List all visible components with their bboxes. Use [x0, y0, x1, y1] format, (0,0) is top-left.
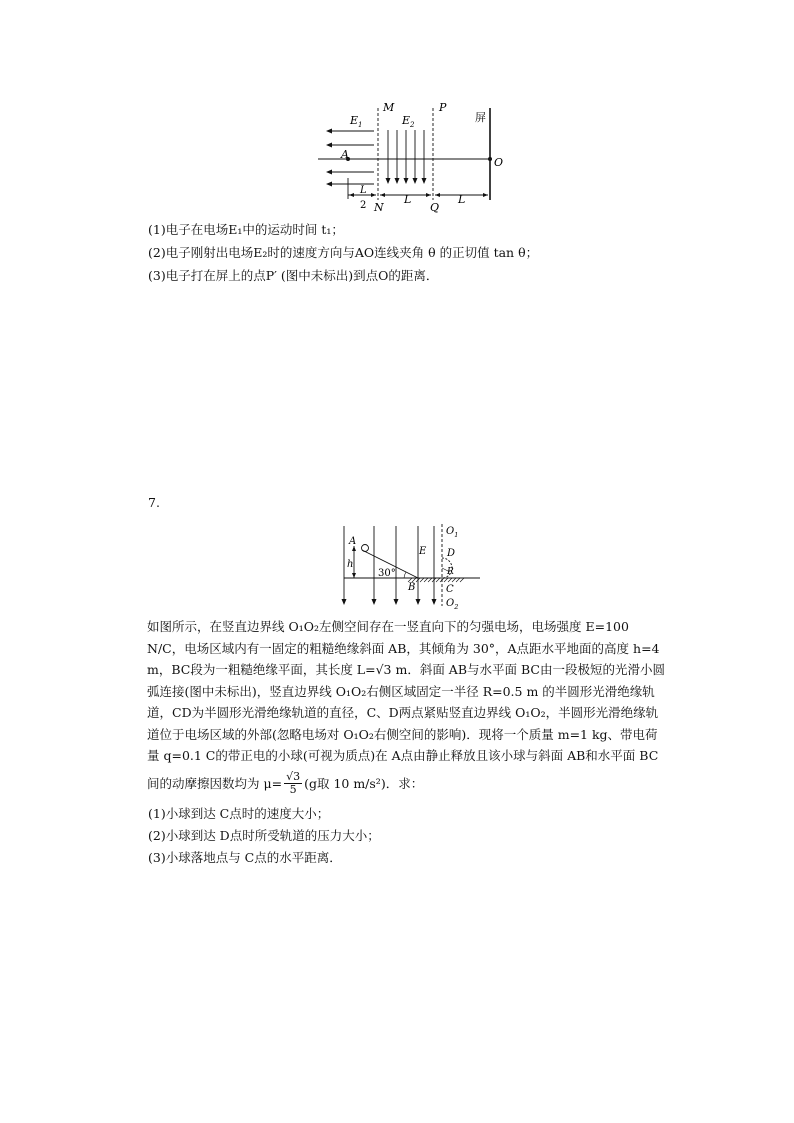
label-o2: $O_2$ [446, 598, 459, 611]
arrow-right-icon [426, 193, 431, 197]
arrow-right-icon [483, 193, 488, 197]
q7-mu-line [147, 768, 423, 798]
label-o: O [494, 156, 504, 169]
q6-sub-question-3: (3)电子打在屏上的点P′ (图中未标出)到点O的距离． [148, 268, 439, 283]
label-h: h [347, 559, 354, 570]
label-screen: 屏 [475, 111, 486, 124]
arrow-down-icon [342, 599, 347, 605]
statement-line: 道位于电场区域的外部(忽略电场对 O₁O₂右侧空间的影响)．现将一个质量 m=1 kg、带电荷 [147, 726, 658, 742]
angle-arc [404, 572, 406, 578]
label-angle: 30° [378, 568, 396, 579]
arrow-left-icon [326, 129, 332, 134]
label-m: M [383, 101, 395, 114]
mu-prefix: 间的动摩擦因数均为 μ= [147, 776, 283, 791]
arrow-right-icon [371, 193, 376, 197]
statement-line: N/C，电场区域内有一固定的粗糙绝缘斜面 AB，其倾角为 30°，A点距水平地面的高度 h=4 [147, 640, 660, 656]
mu-suffix: (g取 10 m/s²)．求： [304, 776, 424, 791]
label-e: E [419, 546, 427, 557]
statement-line: m，BC段为一粗糙绝缘平面，其长度 L=√3 m．斜面 AB与水平面 BC由一段极短的光滑小圆 [147, 662, 665, 677]
arrow-down-icon [404, 178, 409, 184]
label-d: D [447, 548, 456, 559]
q7-sub-question-2: (2)小球到达 D点时所受轨道的压力大小； [148, 828, 380, 843]
statement-line: 弧连接(图中未标出)，竖直边界线 O₁O₂右侧区域固定一半径 R=0.5 m 的半圆形光滑绝缘轨 [147, 683, 655, 699]
q6-sub-question-2: (2)电子刚射出电场E₂时的速度方向与AO连线夹角 θ 的正切值 tan θ； [148, 245, 539, 260]
q7-sub-question-1: (1)小球到达 C点时的速度大小； [148, 806, 330, 821]
statement-line: 道，CD为半圆形光滑绝缘轨道的直径，C、D两点紧贴竖直边界线 O₁O₂，半圆形光滑绝缘轨 [147, 705, 659, 720]
label-r: R [447, 567, 454, 577]
mu-denominator: 5 [289, 782, 297, 796]
q6-field-diagram [0, 0, 794, 220]
arrow-down-icon [416, 599, 421, 605]
statement-line: 如图所示，在竖直边界线 O₁O₂左侧空间存在一竖直向下的匀强电场，电场强度 E=100 [147, 619, 629, 634]
arrow-left-icon [326, 170, 332, 175]
q7-incline-diagram [330, 520, 490, 612]
mu-fraction [284, 771, 302, 796]
label-o1: $O_1$ [446, 526, 459, 539]
statement-line: 量 q=0.1 C的带正电的小球(可视为质点)在 A点由静止释放且该小球与斜面 AB和水平面 BC [147, 748, 659, 763]
q7-problem-statement [147, 616, 665, 767]
arrow-left-icon [435, 193, 440, 197]
arrow-down-icon [386, 178, 391, 184]
arrow-down-icon [395, 178, 400, 184]
label-e2: $E_2$ [402, 114, 415, 129]
label-l-right: L [458, 193, 466, 206]
mu-numerator: √3 [286, 769, 301, 783]
arrow-down-icon [413, 178, 418, 184]
label-half-l-num: L [360, 185, 367, 196]
ground-hatching [408, 578, 464, 582]
arrow-left-icon [326, 182, 332, 187]
label-n: N [374, 201, 384, 214]
arrow-left-icon [349, 193, 354, 197]
arrow-down-icon [394, 599, 399, 605]
label-p: P [439, 101, 447, 114]
q7-sub-question-3: (3)小球落地点与 C点的水平距离． [148, 850, 342, 865]
arrow-down-icon [372, 599, 377, 605]
q6-sub-question-1: (1)电子在电场E₁中的运动时间 t₁； [148, 222, 344, 237]
arrow-down-icon [352, 573, 356, 578]
label-b: B [408, 582, 416, 593]
label-a: A [341, 148, 349, 161]
label-q: Q [430, 201, 440, 214]
label-half-l-den: 2 [360, 200, 367, 211]
label-l-mid: L [404, 193, 412, 206]
arrow-down-icon [422, 178, 427, 184]
arrow-left-icon [380, 193, 385, 197]
label-e1: $E_1$ [350, 114, 363, 129]
label-c: C [446, 584, 454, 595]
label-a: A [349, 536, 357, 547]
arrow-left-icon [326, 143, 332, 148]
point-o [488, 157, 492, 161]
q7-number: 7. [148, 495, 160, 510]
arrow-down-icon [432, 599, 437, 605]
ball [362, 545, 369, 552]
